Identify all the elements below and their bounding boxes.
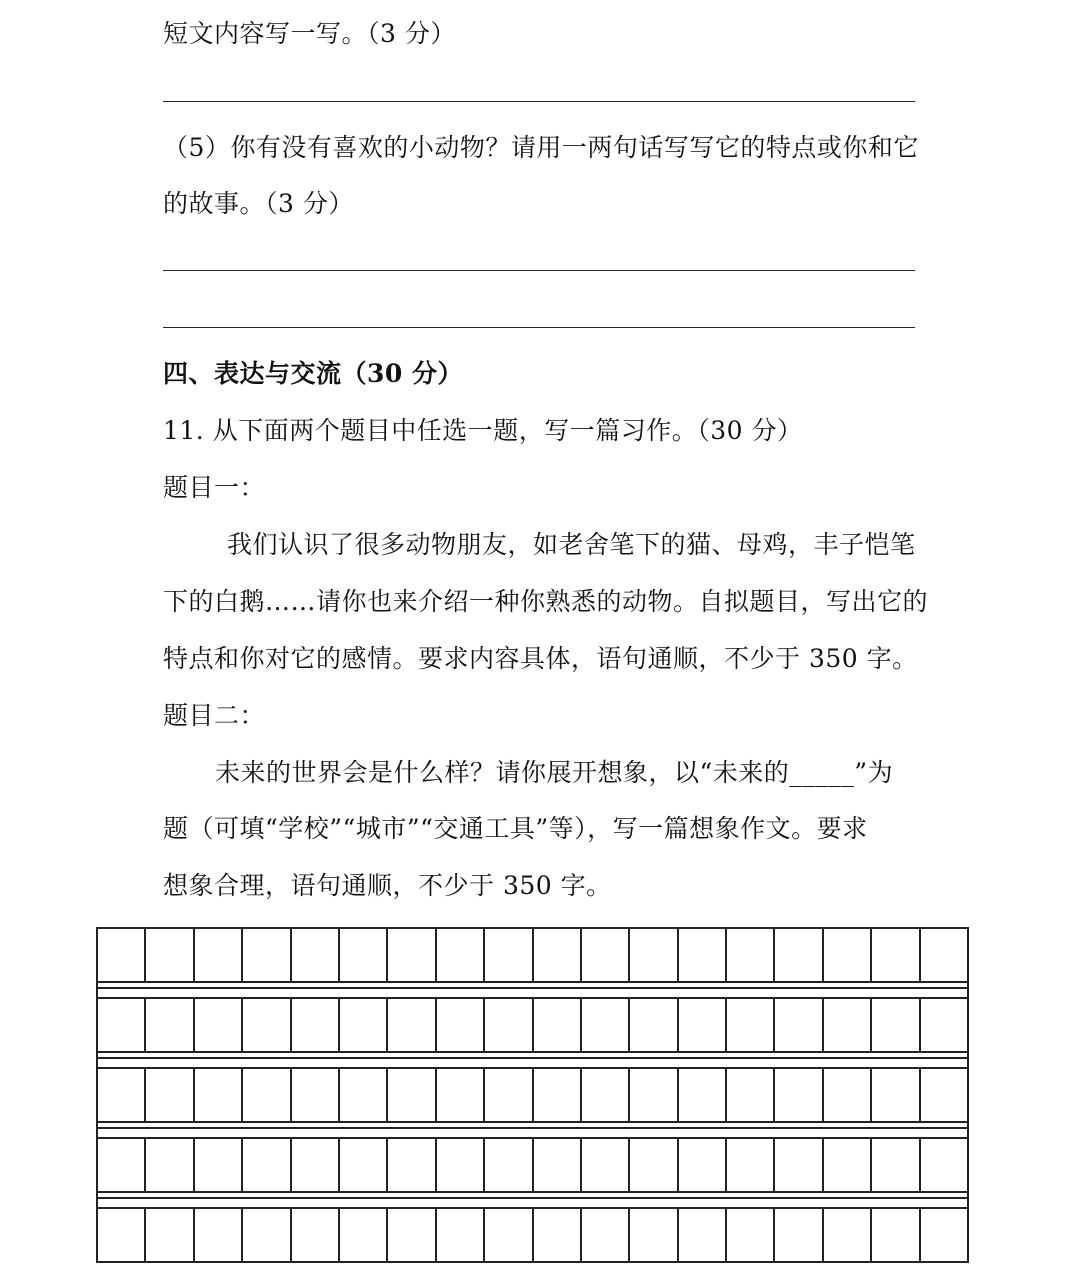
grid-cell[interactable] — [872, 1209, 920, 1261]
grid-cell[interactable] — [775, 929, 823, 981]
grid-cell[interactable] — [630, 929, 678, 981]
question-4-tail: 短文内容写一写。（3 分） — [163, 19, 456, 48]
grid-cell[interactable] — [824, 929, 872, 981]
grid-cell[interactable] — [630, 999, 678, 1051]
grid-cell[interactable] — [534, 929, 582, 981]
grid-cell[interactable] — [292, 1069, 340, 1121]
grid-cell[interactable] — [921, 929, 969, 981]
grid-cell[interactable] — [775, 999, 823, 1051]
topic-2-line-1: 未来的世界会是什么样？请你展开想象，以“未来的_____”为 — [215, 758, 894, 787]
grid-cell[interactable] — [582, 1139, 630, 1191]
grid-cell[interactable] — [630, 1069, 678, 1121]
grid-cell[interactable] — [340, 929, 388, 981]
grid-cell[interactable] — [146, 929, 194, 981]
grid-cell[interactable] — [872, 999, 920, 1051]
grid-cell[interactable] — [146, 1069, 194, 1121]
grid-cell[interactable] — [872, 1069, 920, 1121]
grid-cell[interactable] — [727, 1209, 775, 1261]
grid-cell[interactable] — [146, 999, 194, 1051]
grid-cell[interactable] — [485, 1139, 533, 1191]
topic-1-label: 题目一： — [163, 473, 266, 502]
grid-cell[interactable] — [727, 1069, 775, 1121]
grid-cell[interactable] — [437, 929, 485, 981]
grid-cell[interactable] — [388, 1139, 436, 1191]
grid-cell[interactable] — [195, 1139, 243, 1191]
grid-cell[interactable] — [388, 1209, 436, 1261]
answer-line-3[interactable] — [163, 327, 915, 328]
grid-cell[interactable] — [195, 1209, 243, 1261]
section-heading: 四、表达与交流（30 分） — [163, 359, 463, 388]
grid-cell[interactable] — [98, 1069, 146, 1121]
grid-cell[interactable] — [195, 999, 243, 1051]
grid-cell[interactable] — [727, 929, 775, 981]
row-separator — [96, 1057, 969, 1059]
grid-cell[interactable] — [98, 1139, 146, 1191]
grid-cell[interactable] — [921, 999, 969, 1051]
grid-border — [967, 1193, 969, 1207]
grid-cell[interactable] — [340, 1139, 388, 1191]
grid-cell[interactable] — [921, 1139, 969, 1191]
grid-cell[interactable] — [582, 1209, 630, 1261]
grid-cell[interactable] — [921, 1209, 969, 1261]
grid-cell[interactable] — [824, 1209, 872, 1261]
grid-cell[interactable] — [582, 929, 630, 981]
grid-cell[interactable] — [775, 1209, 823, 1261]
grid-cell[interactable] — [872, 1139, 920, 1191]
grid-cell[interactable] — [485, 1069, 533, 1121]
grid-cell[interactable] — [98, 999, 146, 1051]
grid-cell[interactable] — [243, 929, 291, 981]
grid-cell[interactable] — [292, 929, 340, 981]
grid-cell[interactable] — [98, 929, 146, 981]
grid-cell[interactable] — [437, 1139, 485, 1191]
grid-border — [967, 983, 969, 997]
grid-cell[interactable] — [98, 1209, 146, 1261]
topic-2-line-2: 题（可填“学校”“城市”“交通工具”等），写一篇想象作文。要求 — [163, 814, 868, 843]
grid-cell[interactable] — [437, 999, 485, 1051]
answer-line-1[interactable] — [163, 101, 915, 102]
grid-cell[interactable] — [727, 999, 775, 1051]
grid-cell[interactable] — [340, 1209, 388, 1261]
grid-cell[interactable] — [534, 1139, 582, 1191]
grid-cell[interactable] — [679, 1069, 727, 1121]
topic-1-line-1: 我们认识了很多动物朋友，如老舍笔下的猫、母鸡，丰子恺笔 — [227, 530, 916, 559]
answer-line-2[interactable] — [163, 270, 915, 271]
grid-cell[interactable] — [872, 929, 920, 981]
grid-cell[interactable] — [824, 1069, 872, 1121]
grid-row — [96, 927, 969, 983]
question-11: 11. 从下面两个题目中任选一题，写一篇习作。（30 分） — [163, 416, 803, 445]
grid-border — [96, 1123, 98, 1137]
grid-cell[interactable] — [243, 999, 291, 1051]
grid-cell[interactable] — [388, 999, 436, 1051]
grid-border — [96, 983, 98, 997]
grid-cell[interactable] — [292, 1139, 340, 1191]
grid-cell[interactable] — [437, 1209, 485, 1261]
topic-2-line-3: 想象合理，语句通顺，不少于 350 字。 — [163, 871, 612, 900]
grid-cell[interactable] — [485, 999, 533, 1051]
grid-cell[interactable] — [679, 929, 727, 981]
row-separator — [96, 1197, 969, 1199]
grid-cell[interactable] — [824, 1139, 872, 1191]
grid-cell[interactable] — [630, 1209, 678, 1261]
grid-cell[interactable] — [534, 1209, 582, 1261]
grid-border — [967, 1123, 969, 1137]
question-5-line-2: 的故事。（3 分） — [163, 189, 354, 218]
grid-cell[interactable] — [292, 1209, 340, 1261]
grid-cell[interactable] — [340, 999, 388, 1051]
grid-cell[interactable] — [243, 1069, 291, 1121]
grid-cell[interactable] — [388, 1069, 436, 1121]
grid-row — [96, 1067, 969, 1123]
grid-cell[interactable] — [292, 999, 340, 1051]
row-separator — [96, 987, 969, 989]
grid-cell[interactable] — [534, 1069, 582, 1121]
grid-cell[interactable] — [534, 999, 582, 1051]
grid-cell[interactable] — [679, 1209, 727, 1261]
grid-cell[interactable] — [824, 999, 872, 1051]
grid-cell[interactable] — [485, 1209, 533, 1261]
grid-cell[interactable] — [679, 1139, 727, 1191]
grid-cell[interactable] — [243, 1209, 291, 1261]
topic-1-line-3: 特点和你对它的感情。要求内容具体，语句通顺，不少于 350 字。 — [163, 644, 918, 673]
grid-cell[interactable] — [775, 1069, 823, 1121]
grid-cell[interactable] — [727, 1139, 775, 1191]
grid-cell[interactable] — [582, 999, 630, 1051]
grid-cell[interactable] — [146, 1209, 194, 1261]
topic-2-label: 题目二： — [163, 701, 266, 730]
grid-cell[interactable] — [630, 1139, 678, 1191]
grid-row — [96, 1137, 969, 1193]
grid-cell[interactable] — [243, 1139, 291, 1191]
grid-cell[interactable] — [582, 1069, 630, 1121]
grid-cell[interactable] — [775, 1139, 823, 1191]
grid-cell[interactable] — [921, 1069, 969, 1121]
grid-cell[interactable] — [388, 929, 436, 981]
question-5-line-1: （5）你有没有喜欢的小动物？请用一两句话写写它的特点或你和它 — [163, 133, 919, 162]
grid-border — [96, 1053, 98, 1067]
grid-row — [96, 1207, 969, 1263]
grid-row — [96, 997, 969, 1053]
grid-cell[interactable] — [340, 1069, 388, 1121]
grid-cell[interactable] — [485, 929, 533, 981]
topic-1-line-2: 下的白鹅……请你也来介绍一种你熟悉的动物。自拟题目，写出它的 — [163, 587, 929, 616]
row-separator — [96, 1127, 969, 1129]
grid-cell[interactable] — [679, 999, 727, 1051]
grid-border — [96, 1193, 98, 1207]
grid-border — [967, 1053, 969, 1067]
grid-cell[interactable] — [146, 1139, 194, 1191]
grid-cell[interactable] — [437, 1069, 485, 1121]
grid-cell[interactable] — [195, 929, 243, 981]
grid-cell[interactable] — [195, 1069, 243, 1121]
